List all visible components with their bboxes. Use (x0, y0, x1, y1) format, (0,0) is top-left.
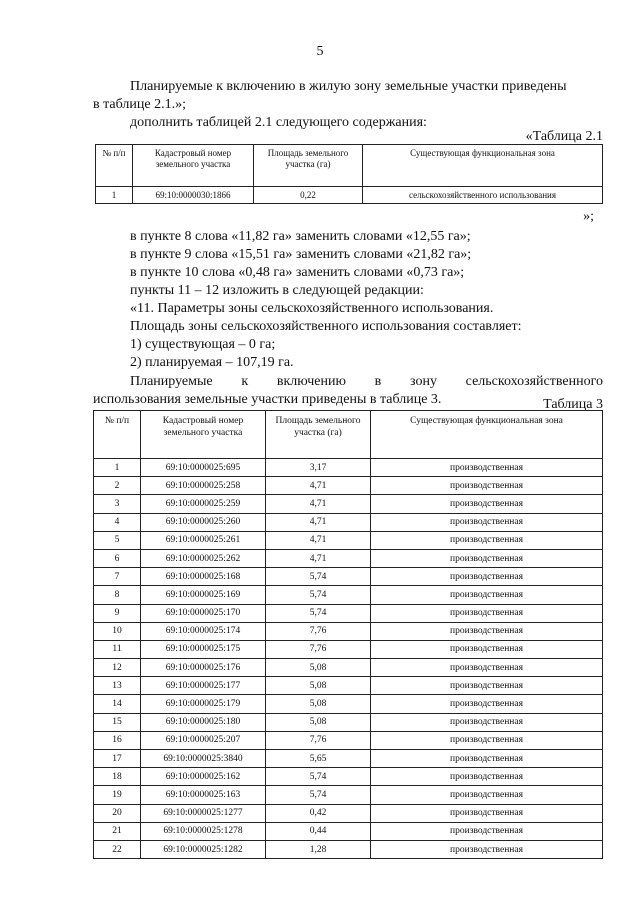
cell-zone: производственная (371, 822, 603, 840)
cell-cadastral-number: 69:10:0000025:179 (141, 695, 266, 713)
cell-number: 1 (94, 459, 141, 477)
cell-zone: производственная (371, 495, 603, 513)
paragraph-3-line-2: использования земельные участки приведены в таблице 3. (93, 392, 442, 407)
cell-area: 5,74 (266, 786, 371, 804)
page-number: 5 (316, 44, 324, 59)
table-row (94, 822, 603, 840)
cell-number: 2 (94, 477, 141, 495)
cell-area: 5,08 (266, 677, 371, 695)
table-row (94, 840, 603, 858)
cell-zone: производственная (371, 731, 603, 749)
cell-area: 5,08 (266, 659, 371, 677)
table-row (94, 804, 603, 822)
cell-number: 16 (94, 731, 141, 749)
table-row (96, 187, 603, 204)
cell-area: 5,74 (266, 604, 371, 622)
cell-zone: производственная (371, 713, 603, 731)
cell-cadastral-number: 69:10:0000025:261 (141, 531, 266, 549)
cell-zone: сельскохозяйственного использования (363, 187, 603, 204)
cell-cadastral-number: 69:10:0000025:1278 (141, 822, 266, 840)
cell-area: 4,71 (266, 513, 371, 531)
table-row (94, 549, 603, 567)
table-row (94, 586, 603, 604)
cell-cadastral-number: 69:10:0000025:180 (141, 713, 266, 731)
cell-area: 5,08 (266, 695, 371, 713)
cell-area: 3,17 (266, 459, 371, 477)
header-cell-zone: Существующая функциональная зона (363, 145, 603, 187)
cell-cadastral-number: 69:10:0000025:3840 (141, 750, 266, 768)
cell-area: 5,08 (266, 713, 371, 731)
table-2-1-caption: «Таблица 2.1 (525, 129, 603, 144)
table-row (94, 750, 603, 768)
cell-number: 14 (94, 695, 141, 713)
cell-number: 8 (94, 586, 141, 604)
amendment-line: 2) планируемая – 107,19 га. (130, 355, 294, 370)
cell-number: 3 (94, 495, 141, 513)
table-row (94, 513, 603, 531)
cell-number: 11 (94, 640, 141, 658)
cell-zone: производственная (371, 695, 603, 713)
table-3-caption: Таблица 3 (543, 397, 603, 412)
table-row (94, 731, 603, 749)
amendment-line: 1) существующая – 0 га; (130, 337, 276, 352)
cell-area: 0,44 (266, 822, 371, 840)
table-header-row (96, 145, 603, 187)
header-cell-number: № п/п (96, 145, 133, 187)
cell-area: 4,71 (266, 549, 371, 567)
cell-cadastral-number: 69:10:0000025:162 (141, 768, 266, 786)
header-cell-zone: Существующая функциональная зона (371, 411, 603, 459)
cell-zone: производственная (371, 786, 603, 804)
amendment-line: «11. Параметры зоны сельскохозяйственного использования. (130, 301, 494, 316)
table-row (94, 768, 603, 786)
paragraph-1-line-1: Планируемые к включению в жилую зону земельные участки приведены (130, 79, 567, 94)
cell-cadastral-number: 69:10:0000025:1277 (141, 804, 266, 822)
amendment-line: в пункте 9 слова «15,51 га» заменить словами «21,82 га»; (130, 247, 472, 262)
cell-area: 4,71 (266, 495, 371, 513)
table-row (94, 659, 603, 677)
cell-number: 7 (94, 568, 141, 586)
cell-zone: производственная (371, 840, 603, 858)
cell-number: 5 (94, 531, 141, 549)
cell-area: 0,42 (266, 804, 371, 822)
cell-zone: производственная (371, 768, 603, 786)
cell-area: 0,22 (254, 187, 363, 204)
cell-cadastral-number: 69:10:0000030:1866 (133, 187, 254, 204)
table-row (94, 495, 603, 513)
paragraph-1-line-2: в таблице 2.1.»; (93, 97, 186, 112)
table-row (94, 713, 603, 731)
cell-area: 5,74 (266, 768, 371, 786)
cell-area: 4,71 (266, 477, 371, 495)
amendment-line: в пункте 10 слова «0,48 га» заменить словами «0,73 га»; (130, 265, 465, 280)
cell-cadastral-number: 69:10:0000025:176 (141, 659, 266, 677)
amendment-line: в пункте 8 слова «11,82 га» заменить словами «12,55 га»; (130, 229, 471, 244)
cell-cadastral-number: 69:10:0000025:175 (141, 640, 266, 658)
cell-cadastral-number: 69:10:0000025:262 (141, 549, 266, 567)
cell-number: 17 (94, 750, 141, 768)
cell-zone: производственная (371, 677, 603, 695)
cell-area: 4,71 (266, 531, 371, 549)
table-row (94, 531, 603, 549)
table-2-1 (95, 144, 603, 204)
cell-number: 1 (96, 187, 133, 204)
cell-cadastral-number: 69:10:0000025:174 (141, 622, 266, 640)
header-cell-cadastral: Кадастровый номер земельного участка (141, 411, 266, 459)
table-3 (93, 410, 603, 859)
table-row (94, 786, 603, 804)
cell-number: 22 (94, 840, 141, 858)
table-row (94, 477, 603, 495)
table-row (94, 677, 603, 695)
cell-zone: производственная (371, 586, 603, 604)
cell-zone: производственная (371, 459, 603, 477)
table-header-row (94, 411, 603, 459)
cell-zone: производственная (371, 513, 603, 531)
cell-number: 21 (94, 822, 141, 840)
header-cell-area: Площадь земельного участка (га) (254, 145, 363, 187)
cell-cadastral-number: 69:10:0000025:207 (141, 731, 266, 749)
cell-number: 20 (94, 804, 141, 822)
cell-zone: производственная (371, 604, 603, 622)
table-row (94, 640, 603, 658)
cell-cadastral-number: 69:10:0000025:1282 (141, 840, 266, 858)
amendment-line: пункты 11 – 12 изложить в следующей редакции: (130, 283, 424, 298)
cell-cadastral-number: 69:10:0000025:177 (141, 677, 266, 695)
cell-zone: производственная (371, 804, 603, 822)
cell-zone: производственная (371, 659, 603, 677)
table-row (94, 459, 603, 477)
table-row (94, 622, 603, 640)
cell-area: 7,76 (266, 640, 371, 658)
paragraph-2: дополнить таблицей 2.1 следующего содержания: (130, 115, 427, 130)
cell-zone: производственная (371, 477, 603, 495)
cell-number: 19 (94, 786, 141, 804)
cell-zone: производственная (371, 750, 603, 768)
cell-number: 4 (94, 513, 141, 531)
cell-cadastral-number: 69:10:0000025:695 (141, 459, 266, 477)
cell-cadastral-number: 69:10:0000025:169 (141, 586, 266, 604)
cell-cadastral-number: 69:10:0000025:170 (141, 604, 266, 622)
cell-number: 12 (94, 659, 141, 677)
cell-cadastral-number: 69:10:0000025:163 (141, 786, 266, 804)
cell-area: 5,65 (266, 750, 371, 768)
header-cell-number: № п/п (94, 411, 141, 459)
cell-cadastral-number: 69:10:0000025:168 (141, 568, 266, 586)
table-row (94, 568, 603, 586)
cell-number: 6 (94, 549, 141, 567)
cell-area: 7,76 (266, 731, 371, 749)
cell-number: 10 (94, 622, 141, 640)
cell-cadastral-number: 69:10:0000025:259 (141, 495, 266, 513)
cell-cadastral-number: 69:10:0000025:258 (141, 477, 266, 495)
cell-zone: производственная (371, 622, 603, 640)
table-2-1-closing: »; (583, 209, 594, 224)
cell-area: 5,74 (266, 568, 371, 586)
cell-number: 13 (94, 677, 141, 695)
cell-zone: производственная (371, 531, 603, 549)
cell-zone: производственная (371, 568, 603, 586)
amendment-line: Площадь зоны сельскохозяйственного использования составляет: (130, 319, 522, 334)
table-row (94, 604, 603, 622)
cell-area: 7,76 (266, 622, 371, 640)
cell-zone: производственная (371, 549, 603, 567)
cell-area: 5,74 (266, 586, 371, 604)
header-cell-area: Площадь земельного участка (га) (266, 411, 371, 459)
header-cell-cadastral: Кадастровый номер земельного участка (133, 145, 254, 187)
cell-cadastral-number: 69:10:0000025:260 (141, 513, 266, 531)
cell-area: 1,28 (266, 840, 371, 858)
cell-zone: производственная (371, 640, 603, 658)
table-row (94, 695, 603, 713)
cell-number: 9 (94, 604, 141, 622)
paragraph-3-line-1: Планируемые к включению в зону сельскохозяйственного (130, 374, 603, 389)
cell-number: 18 (94, 768, 141, 786)
cell-number: 15 (94, 713, 141, 731)
